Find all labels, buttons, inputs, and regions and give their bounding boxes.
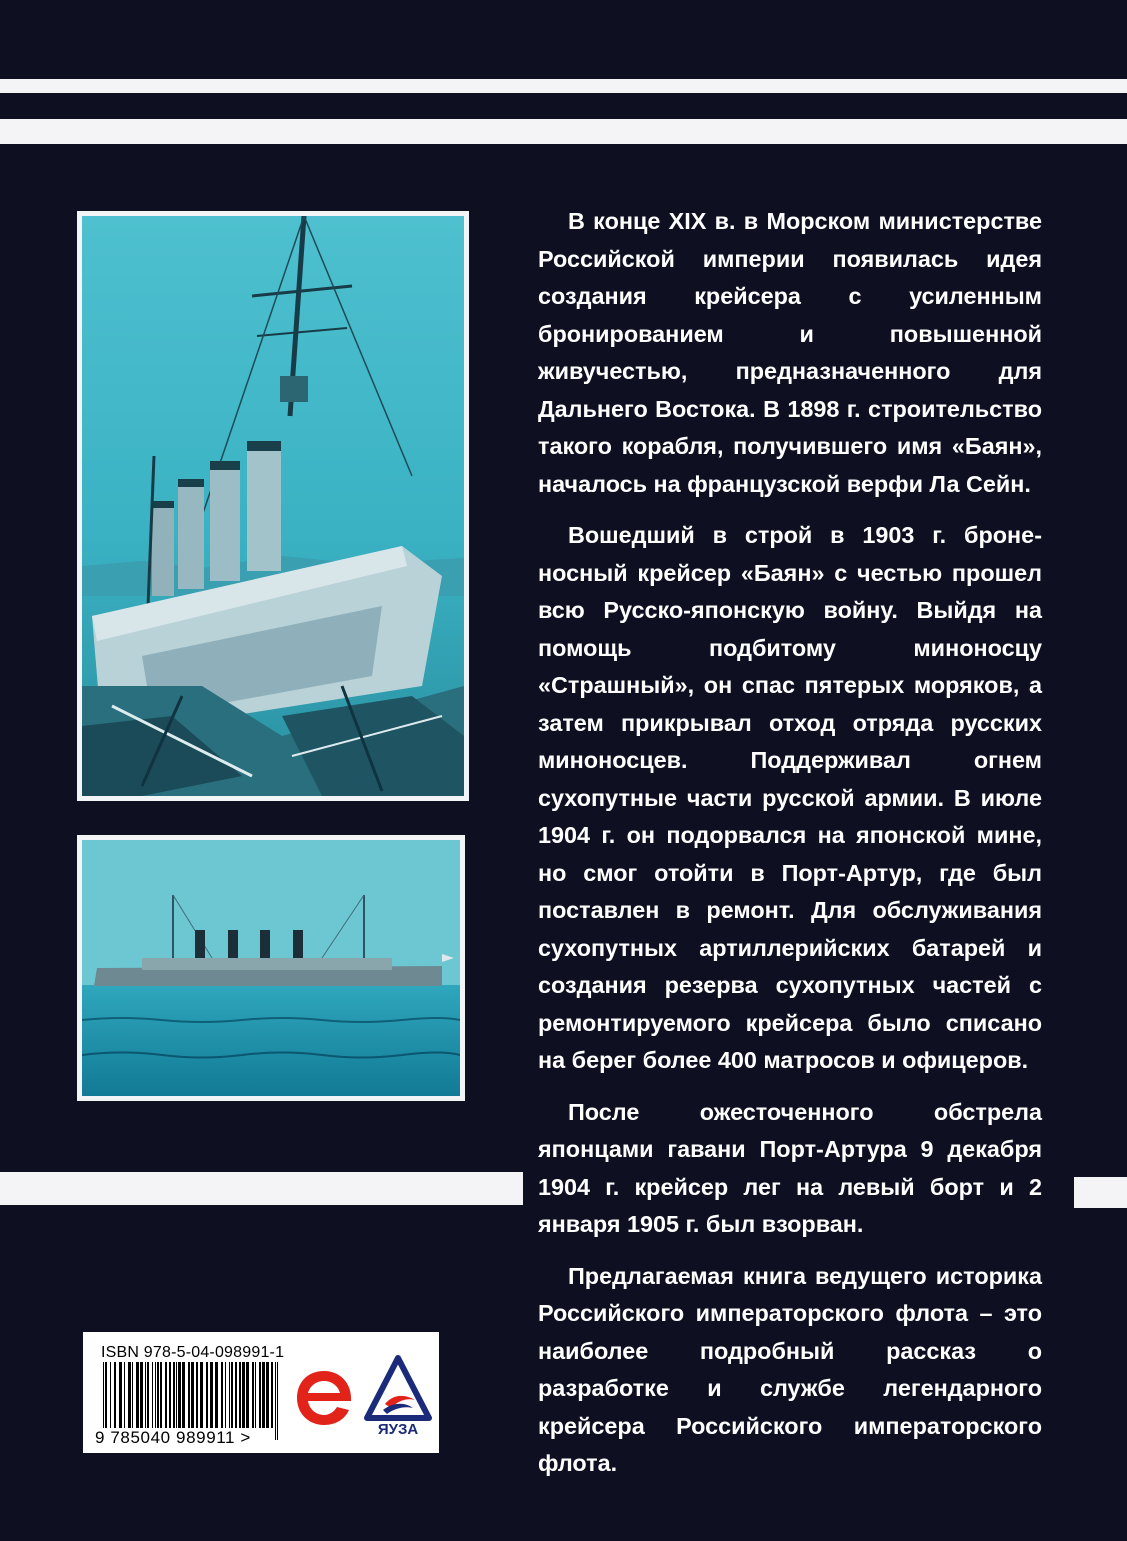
barcode-bar <box>200 1362 203 1428</box>
paragraph-4: Предлагаемая книга ведущего историка Российского императорского флота – это наиболее подробный рассказ о разработке и службе легендарного крейсера Российского императорского флота. <box>538 1262 1042 1476</box>
barcode-bar <box>152 1362 153 1428</box>
barcode-bar <box>182 1362 185 1428</box>
barcode-bar <box>160 1362 162 1428</box>
isbn-number: ISBN 978-5-04-098991-1 <box>101 1344 285 1361</box>
paragraph-2: Вошедший в строй в 1903 г. броненосный крейсер «Баян» с честью прошел всю Русско-японскую войну. Выйдя на помощь подбитому миноносцу «Страшный», он спас пятерых моряков, а затем прикрывал отход отряда русских миноносцев. Поддерживал огнем сухопутные части русской армии. В июле 1904 г. он подорвался на японской мине, но смог отойти в Порт-Артур, где был поставлен в ремонт. Для обслуживания сухопутных артиллерийских батарей и создания резерва сухопутных частей с ремонтируемого крейсера было списано на берег более 400 матросов и офицеров. <box>538 522 1042 1073</box>
middle-stripe-right <box>1074 1177 1127 1208</box>
barcode-bar <box>176 1362 177 1428</box>
barcode-bar <box>114 1362 116 1428</box>
damaged-cruiser-image <box>82 216 464 796</box>
barcode-bar <box>225 1362 226 1428</box>
barcode-bar <box>221 1362 223 1428</box>
barcode-bar <box>215 1362 218 1428</box>
barcode-bar <box>119 1362 122 1428</box>
barcode-digits: 9 785040 989911 > <box>95 1428 251 1447</box>
barcode-bar <box>110 1362 111 1428</box>
eksmo-logo-icon <box>293 1367 355 1429</box>
paragraph-1: В конце XIX в. в Морском министерстве Российской империи появилась идея создания крейсера с усиленным бронированием и повышенной живучестью, предназначенного для Дальнего Востока. В 1898 г. строительство такого корабля, получившего имя «Баян», началось на французской верфи Ла Сейн. <box>538 208 1042 497</box>
barcode-bar <box>169 1362 171 1428</box>
paragraph-3: После ожесточенного обстрела японцами гавани Порт-Артура 9 декабря 1904 г. крейсер лег на левый борт и 2 января 1905 г. был взорван. <box>538 1098 1042 1237</box>
photo-damaged-cruiser <box>77 211 469 801</box>
barcode-bar <box>145 1362 146 1428</box>
barcode-bar <box>155 1362 156 1428</box>
barcode-bar <box>124 1362 125 1428</box>
barcode-bar <box>252 1362 254 1428</box>
barcode-bar <box>235 1362 237 1428</box>
barcode-bar <box>136 1362 139 1428</box>
barcode-bar <box>178 1362 181 1428</box>
barcode-bar <box>271 1362 273 1428</box>
barcode-bar <box>231 1362 233 1428</box>
barcode-bar <box>210 1362 213 1428</box>
barcode-bar <box>206 1362 208 1428</box>
top-stripe-lower <box>0 119 1127 144</box>
barcode-bar <box>173 1362 175 1428</box>
barcode-bar <box>128 1362 131 1428</box>
barcode-bar <box>239 1362 241 1428</box>
barcode-bar <box>157 1362 159 1428</box>
barcode-bar <box>165 1362 167 1428</box>
barcode-bar <box>275 1362 276 1440</box>
barcode-bar <box>262 1362 265 1428</box>
cruiser-at-sea-image <box>82 840 460 1096</box>
barcode-bar <box>132 1362 133 1428</box>
barcode-bar <box>266 1362 269 1428</box>
middle-stripe-left <box>0 1172 523 1205</box>
yauza-logo-text: ЯУЗА <box>377 1421 419 1438</box>
barcode-bar <box>242 1362 245 1428</box>
barcode-bar <box>140 1362 143 1428</box>
barcode-bar <box>196 1362 198 1428</box>
photo-cruiser-at-sea <box>77 835 465 1101</box>
barcode-bar <box>229 1362 230 1428</box>
barcode-bar <box>259 1362 261 1428</box>
barcode-panel <box>83 1332 439 1453</box>
barcode-bar <box>188 1362 190 1428</box>
annotation-text <box>538 203 1042 1497</box>
top-stripe-upper <box>0 79 1127 93</box>
barcode-bar <box>277 1362 278 1440</box>
barcode-bar <box>246 1362 249 1428</box>
barcode-bar <box>147 1362 149 1428</box>
barcode-bar <box>255 1362 256 1428</box>
